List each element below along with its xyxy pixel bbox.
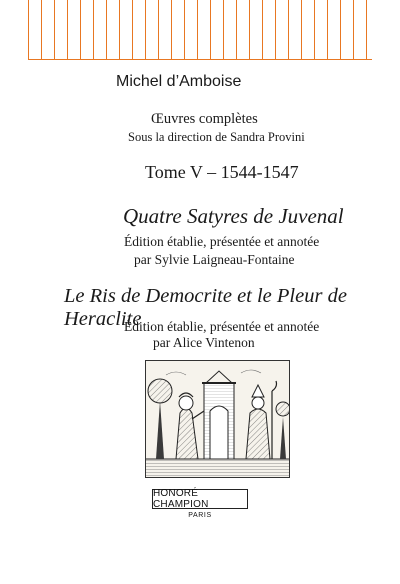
woodcut-illustration bbox=[145, 360, 290, 478]
series-title: Œuvres complètes bbox=[151, 111, 258, 127]
work2-edition-line2: par Alice Vintenon bbox=[153, 335, 255, 350]
publisher-place: PARIS bbox=[188, 512, 212, 519]
series-direction: Sous la direction de Sandra Provini bbox=[128, 130, 305, 144]
volume-title: Tome V – 1544-1547 bbox=[145, 162, 299, 182]
publisher-logo: HONORÉ CHAMPION bbox=[152, 489, 248, 509]
work1-edition-line1: Édition établie, présentée et annotée bbox=[124, 234, 320, 249]
work1-title: Quatre Satyres de Juvenal bbox=[123, 204, 344, 228]
author-name: Michel d’Amboise bbox=[116, 73, 242, 90]
work1-edition-line2: par Sylvie Laigneau-Fontaine bbox=[134, 252, 295, 267]
work2-edition-line1: Édition établie, présentée et annotée bbox=[124, 319, 320, 334]
work2-title: Le Ris de Democrite et le Pleur de Heraclite bbox=[64, 285, 347, 330]
